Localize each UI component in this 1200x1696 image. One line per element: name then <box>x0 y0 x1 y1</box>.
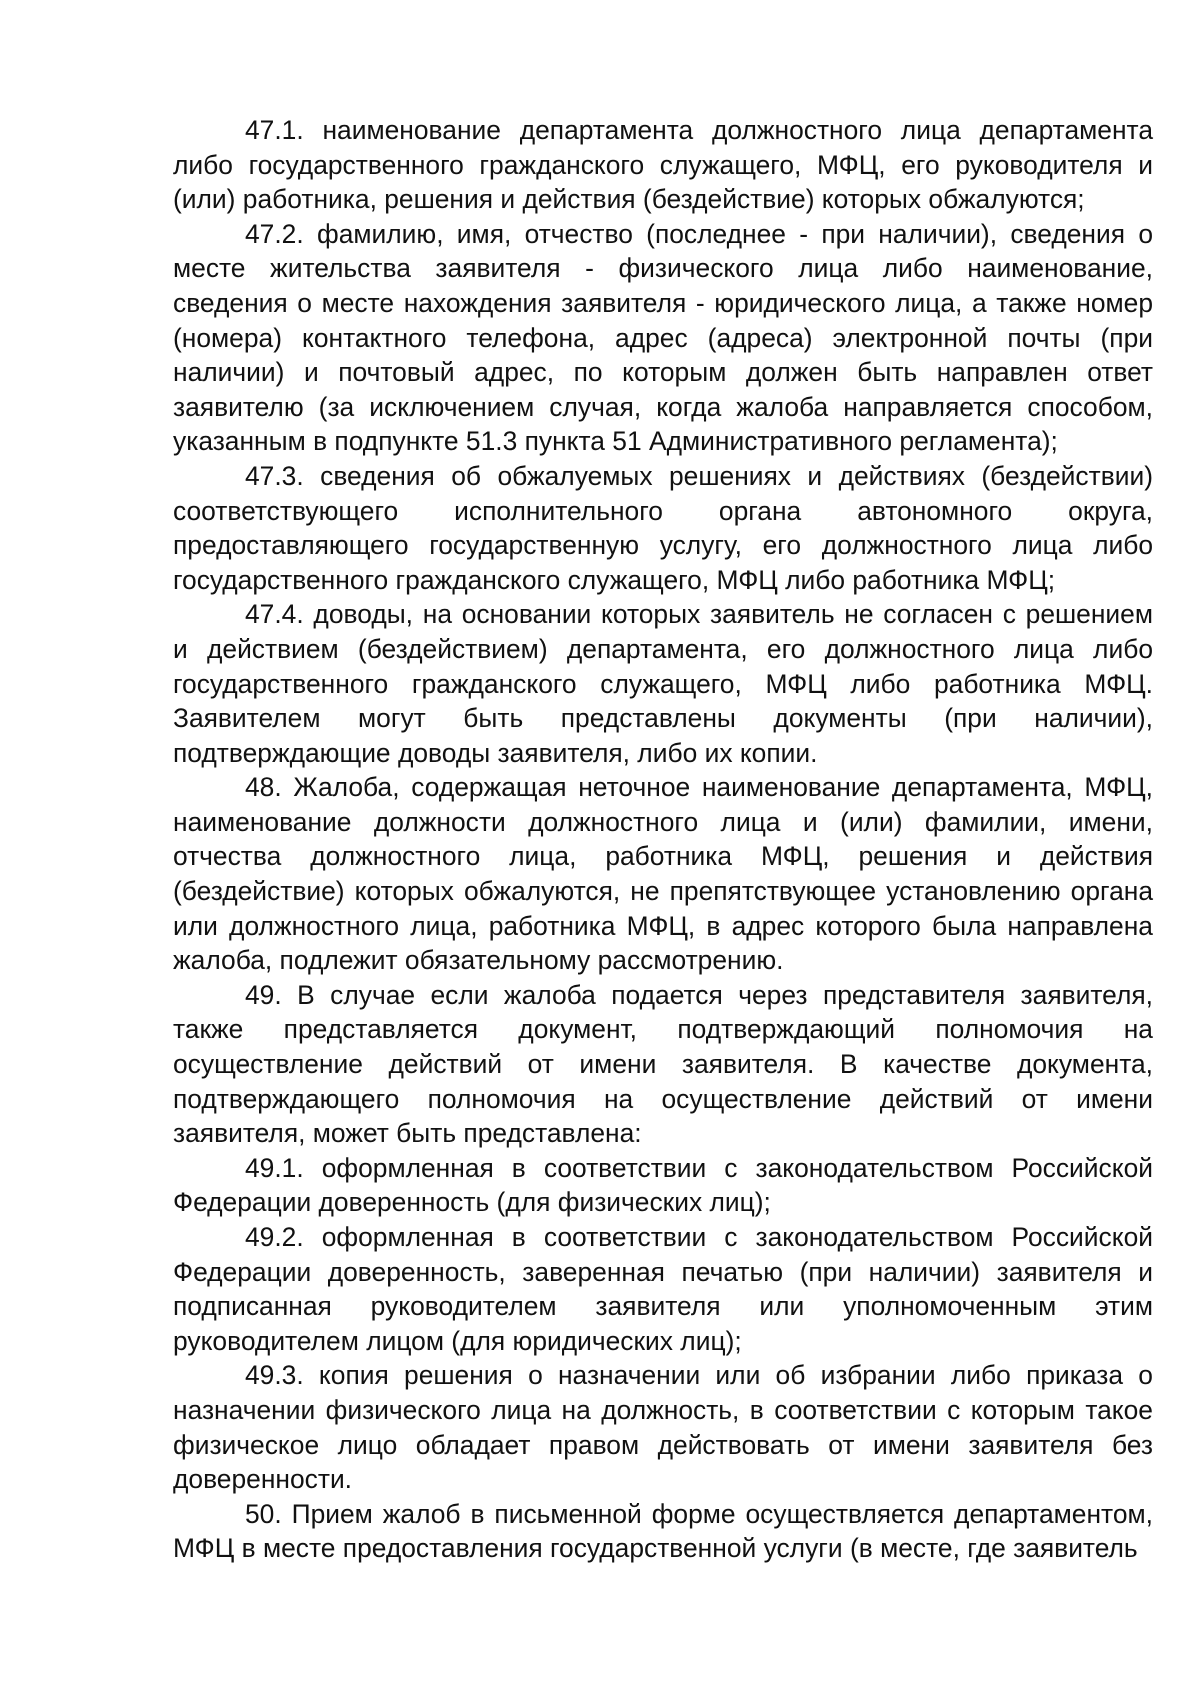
paragraph-49-3: 49.3. копия решения о назначении или об избрании либо приказа о назначении физического лица на должность, в соответствии с которым такое физическое лицо обладает правом действовать от имени заявителя без доверенности. <box>173 1360 1153 1495</box>
paragraph-47-3: 47.3. сведения об обжалуемых решениях и действиях (бездействии) соответствующего исполнительного органа автономного округа, предоставляющего государственную услугу, его должностного лица либо государственного гражданского служащего, МФЦ либо работника МФЦ; <box>173 460 1153 595</box>
paragraph-48: 48. Жалоба, содержащая неточное наименование департамента, МФЦ, наименование должности должностного лица и (или) фамилии, имени, отчества должностного лица, работника МФЦ, решения и действия (бездействие) которых обжалуются, не препятствующее установлению органа или должностного лица, работника МФЦ, в адрес которого была направлена жалоба, подлежит обязательному рассмотрению. <box>173 772 1153 976</box>
paragraph-49-2: 49.2. оформленная в соответствии с законодательством Российской Федерации доверенность, заверенная печатью (при наличии) заявителя и подписанная руководителем заявителя или уполномоченным этим руководителем лицом (для юридических лиц); <box>173 1222 1153 1356</box>
document-body <box>173 113 1153 1566</box>
paragraph-50: 50. Прием жалоб в письменной форме осуществляется департаментом, МФЦ в месте предоставления государственной услуги (в месте, где заявитель <box>173 1498 1153 1564</box>
paragraph-49: 49. В случае если жалоба подается через представителя заявителя, также представляется документ, подтверждающий полномочия на осуществление действий от имени заявителя. В качестве документа, подтверждающего полномочия на осуществление действий от имени заявителя, может быть представлена: <box>173 979 1153 1149</box>
paragraph-47-1: 47.1. наименование департамента должностного лица департамента либо государственного гражданского служащего, МФЦ, его руководителя и (или) работника, решения и действия (бездействие) которых обжалуются; <box>173 115 1153 215</box>
paragraph-47-4: 47.4. доводы, на основании которых заявитель не согласен с решением и действием (бездействием) департамента, его должностного лица либо государственного гражданского служащего, МФЦ либо работника МФЦ. Заявителем могут быть представлены документы (при наличии), подтверждающие доводы заявителя, либо их копии. <box>173 599 1153 768</box>
paragraph-49-1: 49.1. оформленная в соответствии с законодательством Российской Федерации доверенность (для физических лиц); <box>173 1152 1153 1218</box>
paragraph-47-2: 47.2. фамилию, имя, отчество (последнее - при наличии), сведения о месте жительства заявителя - физического лица либо наименование, сведения о месте нахождения заявителя - юридического лица, а также номер (номера) контактного телефона, адрес (адреса) электронной почты (при наличии) и почтовый адрес, по которым должен быть направлен ответ заявителю (за исключением случая, когда жалоба направляется способом, указанным в подпункте 51.3 пункта 51 Административного регламента); <box>173 218 1153 457</box>
